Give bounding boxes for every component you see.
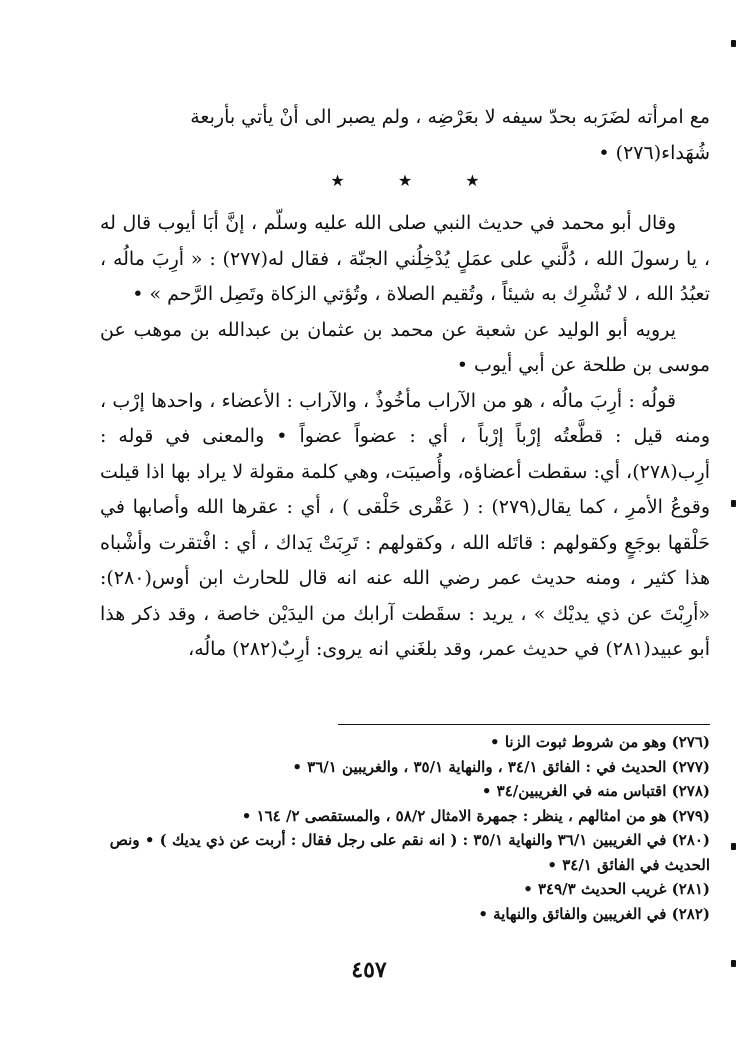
paragraph-hadith: وقال أبو محمد في حديث النبي صلى الله عليه وسلّم ، إنَّ أبَا أيوب قال له ، يا رسولَ الله ، دُلَّني على عمَلٍ يُدْخِلُني الجنّة ، فقال له(٢٧٧) : « أرِبَ مالُه ، تعبُدُ الله ، لا تُشْرِك به شيئاً ، وتُقيم الصلاة ، وتُؤتي الزكاة وتَصِل الرَّحم » •: [100, 212, 710, 305]
page-number: ٤٥٧: [351, 957, 387, 983]
footnote-277: (٢٧٧) الحديث في : الفائق ٣٤/١ ، والنهاية ٣٥/١ ، والغريبين ٣٦/١ •: [292, 757, 710, 776]
paragraph-continuation: مع امرأته لضَرَبه بحدّ سيفه لا بعَرْضِه ، ولم يصبر الى أنْ يأتي بأربعة: [190, 106, 710, 128]
separator-star: ★: [330, 171, 345, 190]
footnote-278: (٢٧٨) اقتباس منه في الغريبين/٣٤ •: [481, 782, 710, 800]
footnote-281: (٢٨١) غريب الحديث ٣٤٩/٣ •: [523, 880, 710, 898]
footnote-279: (٢٧٩) هو من امثالهم ، ينظر : جمهرة الامثال ٥٨/٢ ، والمستقصى ٢/ ١٦٤ •: [241, 806, 710, 825]
scan-mark: [731, 960, 736, 967]
footnote-280: (٢٨٠) في الغريبين ٣٦/١ والنهاية ٣٥/١ : ( انه نقم على رجل فقال : أربت عن ذي يديك ) • ونص الحديث في الفائق ٣٤/١ •: [109, 831, 710, 874]
scan-mark: [731, 843, 736, 850]
paragraph-continuation-end: شُهَداء(٢٧٦) •: [598, 141, 710, 164]
scan-mark: [731, 500, 736, 507]
section-separator: [100, 171, 710, 190]
separator-star: ★: [397, 171, 413, 190]
separator-star: ★: [465, 171, 480, 190]
footnote-276: (٢٧٦) وهو من شروط ثبوت الزنا •: [490, 733, 710, 751]
paragraph-commentary: قولُه : أرِبَ مالُه ، هو من الآراب مأخُوذٌ ، والآراب : الأعضاء ، واحدها إرْب ، ومنه قيل : قطَّعتُه إرْباً إرْباً ، أي : عضواً عضواً • والمعنى في قوله : أرِب(٢٧٨)، أي: سقطت أعضاؤه، وأُصيبَت، وهي كلمة مقولة لا يراد بها اذا قيلت وقوعُ الأمرِ ، كما يقال(٢٧٩) : ( عَقْرى حَلْقى ) ، أي : عقرها الله وأصابها في حَلْقها بوجَعٍ وكقولهم : قاتَله الله ، وكقولهم : تَرِبَتْ يَداك ، أي : افْتقرت وأشْباه هذا كثير ، ومنه حديث عمر رضي الله عنه انه قال للحارث ابن أوس(٢٨٠): «أرِبْتَ عن ذي يديْك » ، يريد : سقَطت آرابك من اليدَيْن خاصة ، وقد ذكر هذا أبو عبيد(٢٨١) في حديث عمر، وقد بلغَني انه يروى: أرِبٌ(٢٨٢) مالُه،: [100, 389, 711, 660]
footnotes: [100, 730, 710, 926]
footnote-rule: [338, 724, 710, 725]
scan-mark: [731, 40, 736, 47]
paragraph-isnad: يرويه أبو الوليد عن شعبة عن محمد بن عثمان بن عبدالله بن موهب عن موسى بن طلحة عن أبي أيوب •: [100, 318, 710, 376]
footnote-282: (٢٨٢) في الغريبين والفائق والنهاية •: [478, 904, 710, 923]
